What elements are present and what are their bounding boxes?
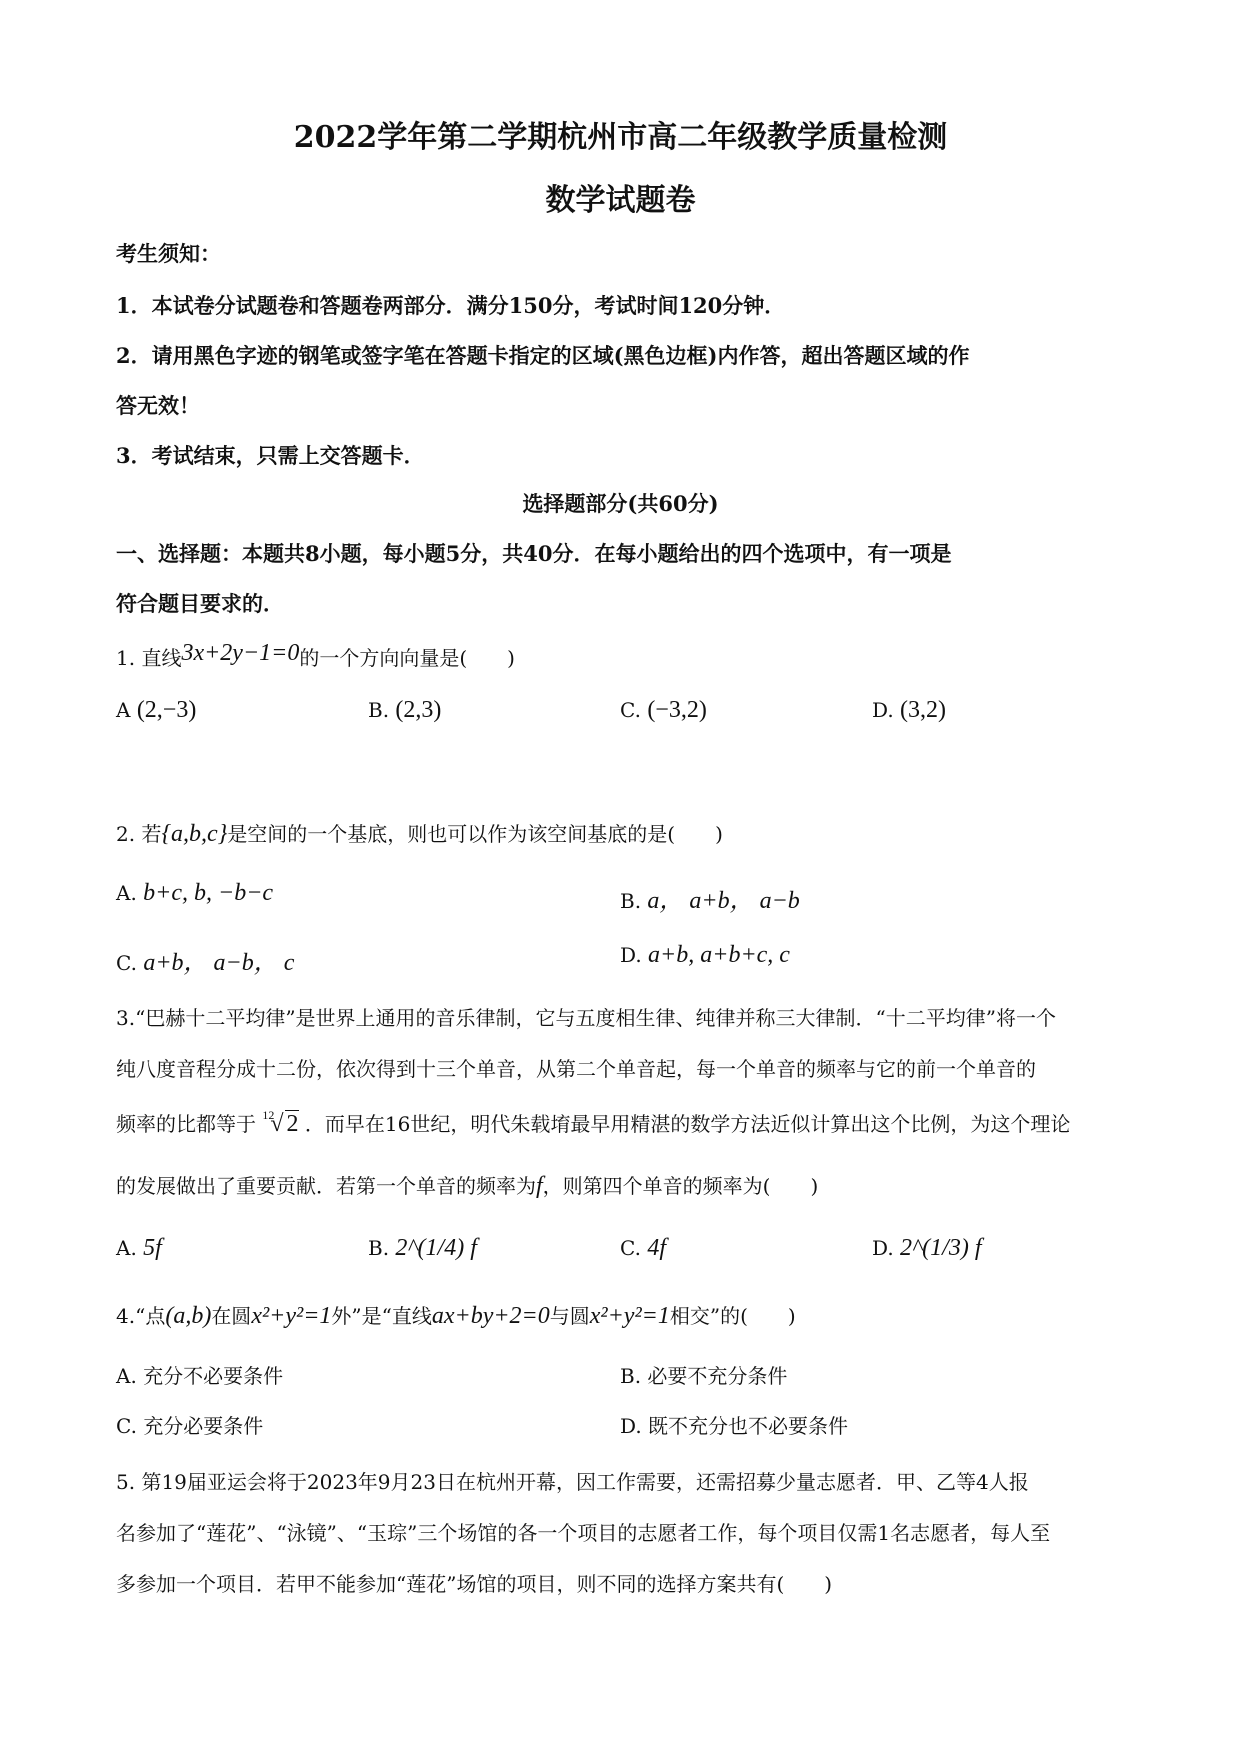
question-3-option-a: A. 5f <box>116 1235 162 1261</box>
notice-item: 1．本试卷分试题卷和答题卷两部分．满分150分，考试时间120分钟． <box>116 293 786 318</box>
question-5-line: 多参加一个项目．若甲不能参加“莲花”场馆的项目，则不同的选择方案共有( ) <box>116 1572 833 1596</box>
question-4-option-b: B. 必要不充分条件 <box>620 1364 788 1388</box>
question-1-option-d: D. (3,2) <box>872 697 947 723</box>
question-4-stem: 4.“点(a,b)在圆x²+y²=1外”是“直线ax+by+2=0与圆x²+y²=1相交”的( ) <box>116 1303 796 1329</box>
question-number: 2. <box>116 822 136 846</box>
notice-item: 答无效！ <box>116 393 200 418</box>
basis: {a,b,c} <box>161 821 228 847</box>
question-1-option-c: C. (−3,2) <box>620 697 707 723</box>
notice-item: 3．考试结束，只需上交答题卡． <box>116 443 425 468</box>
question-2-option-a: A. b+c, b, −b−c <box>116 880 274 906</box>
question-4-option-a: A. 充分不必要条件 <box>116 1364 284 1388</box>
question-3-option-b: B. 2^(1/4) f <box>368 1235 477 1261</box>
section-title: 选择题部分(共60分) <box>522 491 719 516</box>
section-instructions: 一、选择题：本题共8小题，每小题5分，共40分．在每小题给出的四个选项中，有一项是 <box>116 541 952 566</box>
question-2-stem: 2. 若{a,b,c}是空间的一个基底，则也可以作为该空间基底的是( ) <box>116 821 723 847</box>
question-3-line: 纯八度音程分成十二份，依次得到十三个单音，从第二个单音起，每一个单音的频率与它的前一个单音的 <box>116 1057 1036 1081</box>
question-3-line: 的发展做出了重要贡献．若第一个单音的频率为f，则第四个单音的频率为( ) <box>116 1173 819 1199</box>
question-2-option-d: D. a+b, a+b+c, c <box>620 942 790 968</box>
question-5-line: 名参加了“莲花”、“泳镜”、“玉琮”三个场馆的各一个项目的志愿者工作，每个项目仅需1名志愿者，每人至 <box>116 1521 1051 1545</box>
question-3-line: 频率的比都等于 $^{12}$√ 2 ．而早在16世纪，明代朱载堉最早用精湛的数学方法近似计算出这个比例，为这个理论 <box>116 1108 1071 1137</box>
exam-subtitle: 数学试题卷 <box>545 183 696 218</box>
root-expression: $^{12}$√ 2 <box>262 1108 299 1137</box>
question-5-line: 5. 第19届亚运会将于2023年9月23日在杭州开幕，因工作需要，还需招募少量志愿者．甲、乙等4人报 <box>116 1470 1029 1494</box>
question-2-option-c: C. a+b， a−b， c <box>116 950 295 976</box>
notice-heading: 考生须知： <box>116 241 221 266</box>
question-number: 1. <box>116 646 136 670</box>
section-instructions: 符合题目要求的． <box>116 591 284 616</box>
question-3-line: 3.“巴赫十二平均律”是世界上通用的音乐律制，它与五度相生律、纯律并称三大律制．“十二平均律”将一个 <box>116 1006 1056 1030</box>
exam-title: 2022学年第二学期杭州市高二年级教学质量检测 <box>293 120 948 155</box>
notice-item: 2．请用黑色字迹的钢笔或签字笔在答题卡指定的区域(黑色边框)内作答，超出答题区域的作 <box>116 343 970 368</box>
question-2-option-b: B. a， a+b， a−b <box>620 888 800 914</box>
question-4-option-c: C. 充分必要条件 <box>116 1414 264 1438</box>
question-1-option-a: A (2,−3) <box>116 697 197 723</box>
question-1-option-b: B. (2,3) <box>368 697 442 723</box>
question-3-option-d: D. 2^(1/3) f <box>872 1235 982 1261</box>
question-3-option-c: C. 4f <box>620 1235 666 1261</box>
question-1-stem: 1. 直线3x+2y−1=0的一个方向向量是( ) <box>116 640 515 670</box>
question-4-option-d: D. 既不充分也不必要条件 <box>620 1414 849 1438</box>
equation: 3x+2y−1=0 <box>181 640 300 666</box>
